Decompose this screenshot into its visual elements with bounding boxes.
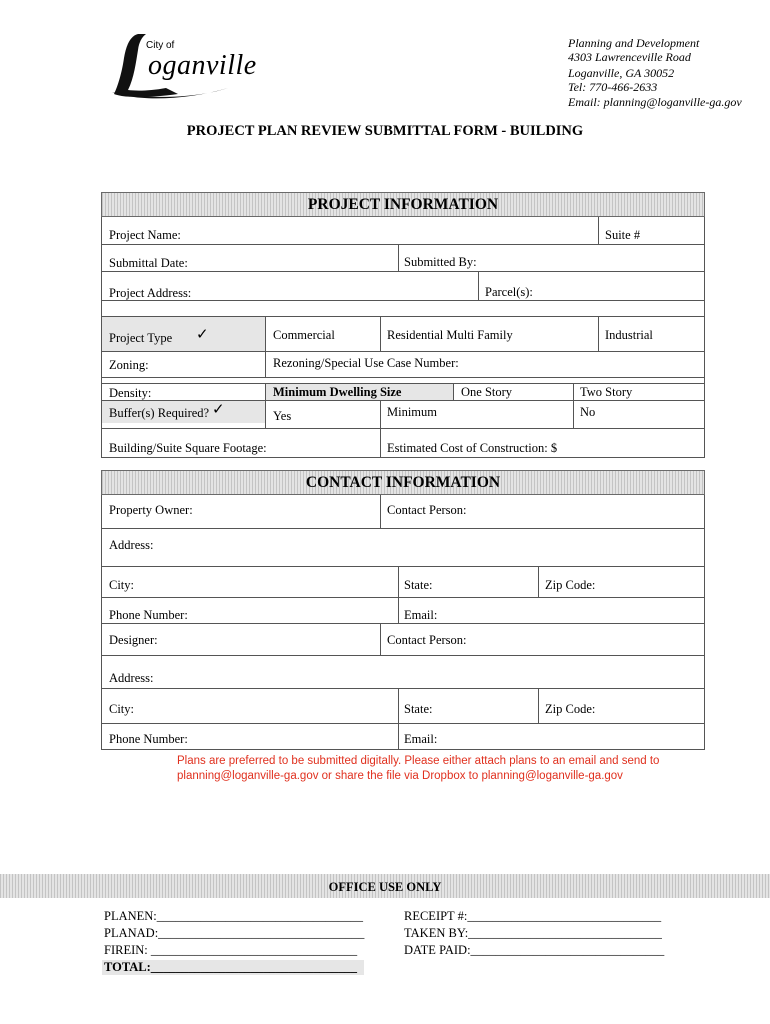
receipt-field[interactable]: RECEIPT #:_______________________________ <box>404 909 662 923</box>
divider <box>598 316 599 352</box>
zoning-field[interactable]: Zoning: <box>109 358 149 372</box>
divider <box>380 623 381 656</box>
divider <box>398 244 399 272</box>
owner-contact-person-field[interactable]: Contact Person: <box>387 503 467 517</box>
buffers-label: Buffer(s) Required? <box>109 406 210 420</box>
row-line <box>101 457 705 458</box>
divider <box>398 688 399 723</box>
option-no[interactable]: No <box>580 405 596 419</box>
row-line <box>101 244 705 245</box>
divider <box>598 217 599 244</box>
divider <box>398 566 399 597</box>
owner-zip-field[interactable]: Zip Code: <box>545 578 596 592</box>
sqft-field[interactable]: Building/Suite Square Footage: <box>109 441 267 455</box>
header-line-2: 4303 Lawrenceville Road <box>568 50 691 64</box>
project-name-field[interactable]: Project Name: <box>109 228 181 242</box>
office-use-title: OFFICE USE ONLY <box>328 880 442 894</box>
divider <box>265 383 266 428</box>
option-commercial[interactable]: Commercial <box>273 328 335 342</box>
row-line <box>101 655 705 656</box>
submission-notice-line-2: planning@loganville-ga.gov or share the file via Dropbox to planning@loganville-ga.gov <box>177 770 623 782</box>
submittal-date-field[interactable]: Submittal Date: <box>109 256 188 270</box>
row-line <box>101 623 705 624</box>
project-type-label: Project Type <box>109 331 173 345</box>
divider <box>538 566 539 597</box>
row-line <box>101 271 705 272</box>
designer-city-field[interactable]: City: <box>109 702 135 716</box>
row-line <box>101 688 705 689</box>
designer-phone-field[interactable]: Phone Number: <box>109 732 188 746</box>
form-title: PROJECT PLAN REVIEW SUBMITTAL FORM - BUILDING <box>186 123 584 139</box>
project-info-title: PROJECT INFORMATION <box>307 196 499 213</box>
suite-field[interactable]: Suite # <box>605 228 641 242</box>
row-line <box>101 597 705 598</box>
divider <box>538 688 539 723</box>
property-owner-field[interactable]: Property Owner: <box>109 503 193 517</box>
designer-email-field[interactable]: Email: <box>404 732 438 746</box>
row-line <box>101 377 705 378</box>
designer-field[interactable]: Designer: <box>109 633 158 647</box>
option-two-story[interactable]: Two Story <box>580 385 633 399</box>
option-yes[interactable]: Yes <box>273 409 292 423</box>
owner-state-field[interactable]: State: <box>404 578 433 592</box>
divider <box>398 723 399 750</box>
date-paid-field[interactable]: DATE PAID:_______________________________ <box>404 943 665 957</box>
header-line-3: Loganville, GA 30052 <box>568 66 675 80</box>
planad-field[interactable]: PLANAD:_________________________________ <box>104 926 365 940</box>
divider <box>380 316 381 352</box>
density-field[interactable]: Density: <box>109 386 152 400</box>
firein-field[interactable]: FIREIN: _________________________________ <box>104 943 358 957</box>
project-address-field[interactable]: Project Address: <box>109 286 192 300</box>
logo-city-of: City of <box>146 40 175 51</box>
header-line-4: Tel: 770-466-2633 <box>568 80 658 94</box>
divider <box>380 428 381 457</box>
logo-name: oganville <box>148 50 257 81</box>
option-minimum[interactable]: Minimum <box>387 405 438 419</box>
divider <box>265 351 266 378</box>
owner-address-field[interactable]: Address: <box>109 538 154 552</box>
city-logo <box>108 28 278 103</box>
parcels-field[interactable]: Parcel(s): <box>485 285 533 299</box>
min-dwelling-label: Minimum Dwelling Size <box>273 385 402 399</box>
contact-info-title: CONTACT INFORMATION <box>305 474 501 491</box>
header-line-1: Planning and Development <box>568 36 700 50</box>
divider <box>453 383 454 401</box>
taken-by-field[interactable]: TAKEN BY:_______________________________ <box>404 926 662 940</box>
row-line <box>101 749 705 750</box>
divider <box>380 495 381 529</box>
option-residential-multi-family[interactable]: Residential Multi Family <box>387 328 513 342</box>
row-line <box>101 351 705 352</box>
row-line <box>101 528 705 529</box>
divider <box>573 383 574 428</box>
row-line <box>101 428 705 429</box>
cost-field[interactable]: Estimated Cost of Construction: $ <box>387 441 558 455</box>
designer-zip-field[interactable]: Zip Code: <box>545 702 596 716</box>
divider <box>101 300 102 316</box>
divider <box>398 597 399 623</box>
designer-contact-person-field[interactable]: Contact Person: <box>387 633 467 647</box>
owner-city-field[interactable]: City: <box>109 578 135 592</box>
submitted-by-field[interactable]: Submitted By: <box>404 255 477 269</box>
header-line-5: Email: planning@loganville-ga.gov <box>568 95 742 109</box>
designer-address-field[interactable]: Address: <box>109 671 154 685</box>
option-industrial[interactable]: Industrial <box>605 328 653 342</box>
row-line <box>101 566 705 567</box>
divider <box>380 401 381 428</box>
option-one-story[interactable]: One Story <box>461 385 513 399</box>
rezoning-field[interactable]: Rezoning/Special Use Case Number: <box>273 356 459 370</box>
owner-phone-field[interactable]: Phone Number: <box>109 608 188 622</box>
row-line <box>101 723 705 724</box>
row-line <box>101 300 705 301</box>
owner-email-field[interactable]: Email: <box>404 608 438 622</box>
designer-state-field[interactable]: State: <box>404 702 433 716</box>
submission-notice-line-1: Plans are preferred to be submitted digitally. Please either attach plans to an email and send to <box>177 755 660 767</box>
planen-field[interactable]: PLANEN:_________________________________ <box>104 909 364 923</box>
total-field[interactable]: TOTAL:_________________________________ <box>104 960 358 974</box>
divider <box>265 316 266 352</box>
divider <box>478 271 479 300</box>
project-type-check-icon: ✓ <box>196 327 209 343</box>
buffers-check-icon: ✓ <box>212 402 225 418</box>
table-right-border <box>704 217 705 457</box>
